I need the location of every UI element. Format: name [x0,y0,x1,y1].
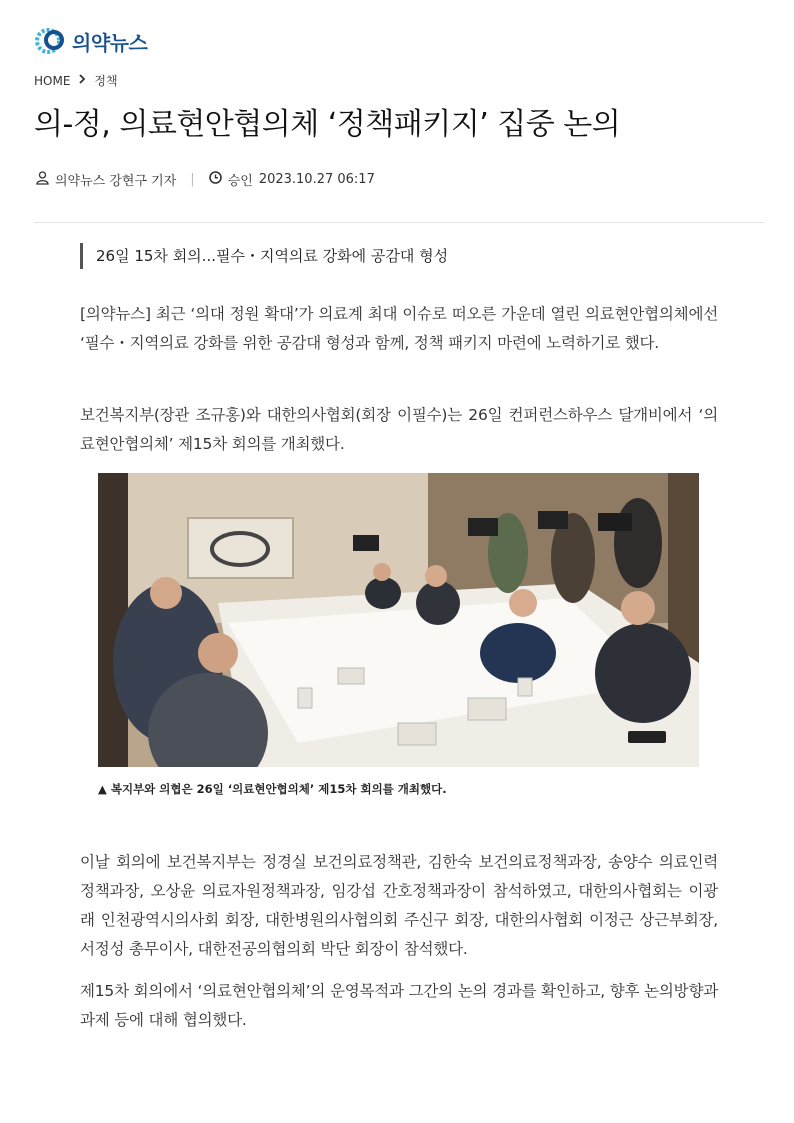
user-icon [36,171,49,189]
article-photo [98,473,699,767]
article-paragraph: 보건복지부(장관 조규홍)와 대한의사협회(회장 이필수)는 26일 컨퍼런스하우스 달개비에서 ‘의료현안협의체’ 제15차 회의를 개최했다. [80,406,718,453]
meta-divider: | [190,172,195,187]
breadcrumb-section[interactable]: 정책 [94,74,118,88]
article-paragraph: 이날 회의에 보건복지부는 정경실 보건의료정책관, 김한숙 보건의료정책과장, 송양수 의료인력정책과장, 오상윤 의료자원정책과장, 임강섭 간호정책과장이 참석하였고, 대한의사협회는 이광래 인천광역시의사회 회장, 대한병원의사협의회 주신구 회장, 대한의사협회 이정근 상근부회장, 서정성 총무이사, 대한전공의협의회 박단 회장이 참석했다. [80,853,718,958]
approved-label: 승인 [227,174,253,189]
header-divider [34,222,764,223]
article-meta [36,170,375,189]
article-paragraph: 제15차 회의에서 ‘의료현안협의체’의 운영목적과 그간의 논의 경과를 확인하고, 향후 논의방향과 과제 등에 대해 협의했다. [80,982,718,1029]
byline: 의약뉴스 강현구 기자 [55,174,177,189]
chevron-right-icon [78,73,86,88]
breadcrumb [34,72,118,89]
article-subtitle: 26일 15차 회의...필수・지역의료 강화에 공감대 형성 [80,243,448,269]
approved-time: 2023.10.27 06:17 [258,172,375,187]
site-logo[interactable] [34,26,147,56]
breadcrumb-home[interactable]: HOME [34,73,71,88]
clock-icon [209,171,222,188]
logo-text: 의약뉴스 [72,30,148,55]
photo-caption: ▲ 복지부와 의협은 26일 ‘의료현안협의체’ 제15차 회의를 개최했다. [98,782,447,796]
article-paragraph: [의약뉴스] 최근 ‘의대 정원 확대’가 의료계 최대 이슈로 떠오른 가운데 열린 의료현안협의체에선 ‘필수・지역의료 강화를 위한 공감대 형성과 함께, 정책 패키지 마련에 노력하기로 했다. [80,305,718,352]
logo-mark-icon [34,26,68,56]
article-title: 의-정, 의료현안협의체 ‘정책패키지’ 집중 논의 [34,107,621,142]
